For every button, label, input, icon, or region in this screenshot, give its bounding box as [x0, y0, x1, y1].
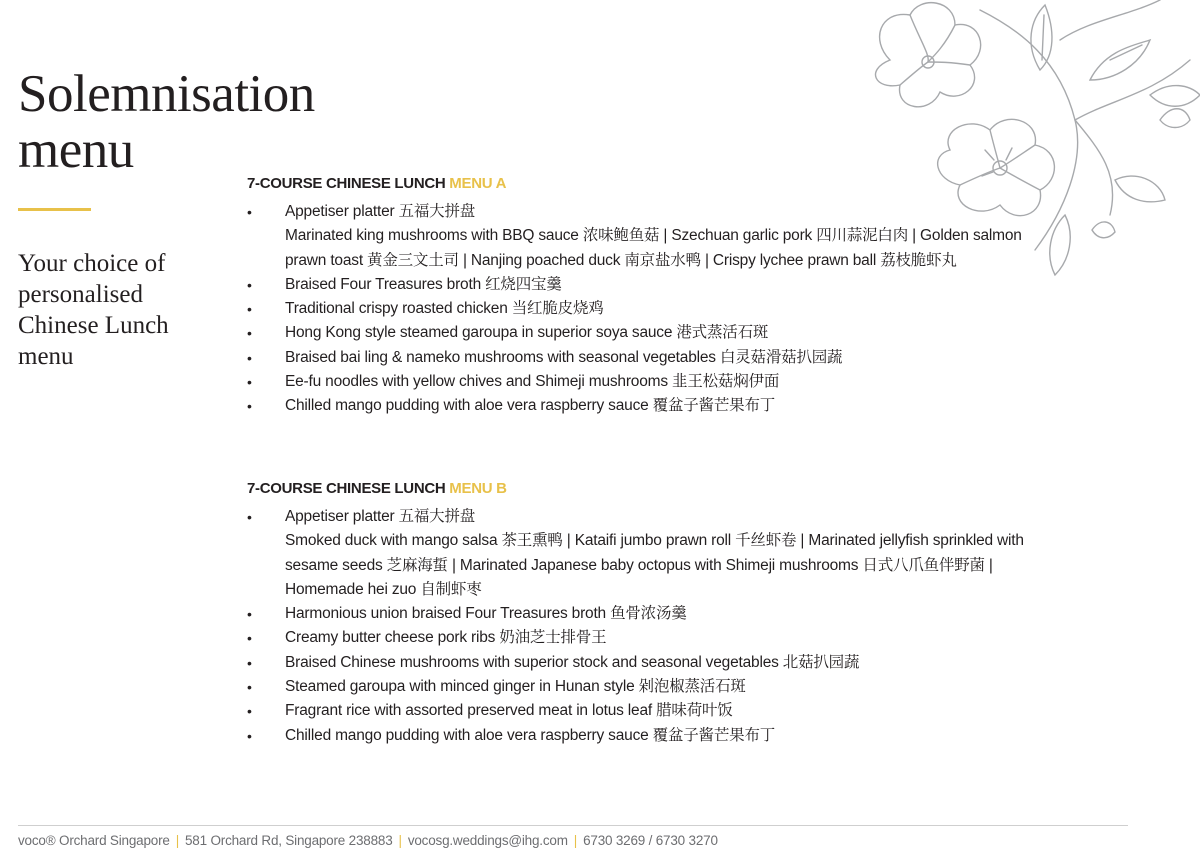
menu-b-item-3: Creamy butter cheese pork ribs 奶油芝士排骨王: [285, 629, 607, 647]
list-item: [247, 200, 1047, 273]
menu-b-section: [247, 479, 1047, 748]
menu-a-heading: [247, 174, 1047, 194]
menu-a-platter-desc: Marinated king mushrooms with BBQ sauce 浓味鲍鱼菇 | Szechuan garlic pork 四川蒜泥白肉 | Golden salmon prawn toast 黄金三文土司 | Nanjing poached duck 南京盐水鸭 | Crispy lychee prawn ball 荔枝脆虾丸: [285, 227, 1022, 269]
page-title: [18, 66, 315, 178]
list-item: [247, 273, 1047, 297]
menu-b-platter-desc: Smoked duck with mango salsa 茶王熏鸭 | Kataifi jumbo prawn roll 千丝虾卷 | Marinated jellyfish sprinkled with sesame seeds 芝麻海蜇 | Marinated Japanese baby octopus with Shimeji mushrooms 日式八爪鱼伴野菌 | Homemade hei zuo 自制虾枣: [285, 532, 1024, 598]
list-item: [247, 321, 1047, 345]
menu-a-item-6: Ee-fu noodles with yellow chives and Shimeji mushrooms 韭王松菇焖伊面: [285, 373, 780, 391]
menu-b-item-5: Steamed garoupa with minced ginger in Hunan style 剁泡椒蒸活石斑: [285, 678, 746, 696]
menu-a-heading-text: 7-COURSE CHINESE LUNCH: [247, 175, 446, 192]
menu-a-item-7: Chilled mango pudding with aloe vera raspberry sauce 覆盆子酱芒果布丁: [285, 397, 776, 415]
footer-email: vocosg.weddings@ihg.com: [407, 833, 568, 848]
list-item: [247, 346, 1047, 370]
list-item: [247, 675, 1047, 699]
menu-a-item-2: Braised Four Treasures broth 红烧四宝羹: [285, 275, 562, 293]
footer-address: 581 Orchard Rd, Singapore 238883: [185, 833, 393, 848]
menu-a-section: [247, 174, 1047, 419]
menu-a-list: [247, 200, 1047, 419]
footer: [18, 833, 718, 848]
menu-a-item-1: Appetiser platter 五福大拼盘: [285, 203, 476, 220]
title-line-1: Solemnisation: [18, 65, 315, 123]
list-item: [247, 602, 1047, 626]
menu-b-item-4: Braised Chinese mushrooms with superior stock and seasonal vegetables 北菇扒园蔬: [285, 653, 860, 671]
menu-b-item-7: Chilled mango pudding with aloe vera raspberry sauce 覆盆子酱芒果布丁: [285, 726, 776, 744]
footer-separator: |: [175, 833, 179, 848]
list-item: [247, 394, 1047, 418]
list-item: [247, 651, 1047, 675]
footer-venue: voco® Orchard Singapore: [18, 833, 170, 848]
footer-separator: |: [573, 833, 578, 848]
list-item: [247, 626, 1047, 650]
footer-phone: 6730 3269 / 6730 3270: [583, 833, 718, 848]
list-item: [247, 297, 1047, 321]
list-item: [247, 699, 1047, 723]
menu-b-list: [247, 505, 1047, 748]
page-subtitle: Your choice of personalised Chinese Lunch menu: [18, 250, 169, 370]
footer-divider: [18, 825, 1128, 826]
menu-b-heading-text: 7-COURSE CHINESE LUNCH: [247, 480, 446, 497]
menu-b-heading: [247, 479, 1047, 499]
menu-a-heading-accent: MENU A: [449, 175, 507, 192]
menu-b-item-6: Fragrant rice with assorted preserved meat in lotus leaf 腊味荷叶饭: [285, 702, 733, 720]
menu-a-item-5: Braised bai ling & nameko mushrooms with seasonal vegetables 白灵菇滑菇扒园蔬: [285, 348, 843, 366]
title-divider: [18, 208, 91, 211]
menu-a-item-4: Hong Kong style steamed garoupa in superior soya sauce 港式蒸活石斑: [285, 324, 769, 342]
footer-separator: |: [398, 833, 402, 848]
title-line-2: menu: [18, 121, 134, 179]
list-item: [247, 724, 1047, 748]
menu-b-item-1: Appetiser platter 五福大拼盘: [285, 508, 476, 525]
menu-b-item-2: Harmonious union braised Four Treasures broth 鱼骨浓汤羹: [285, 605, 687, 623]
menu-a-item-3: Traditional crispy roasted chicken 当红脆皮烧鸡: [285, 300, 604, 318]
menu-b-heading-accent: MENU B: [449, 480, 507, 497]
list-item: [247, 505, 1047, 602]
list-item: [247, 370, 1047, 394]
